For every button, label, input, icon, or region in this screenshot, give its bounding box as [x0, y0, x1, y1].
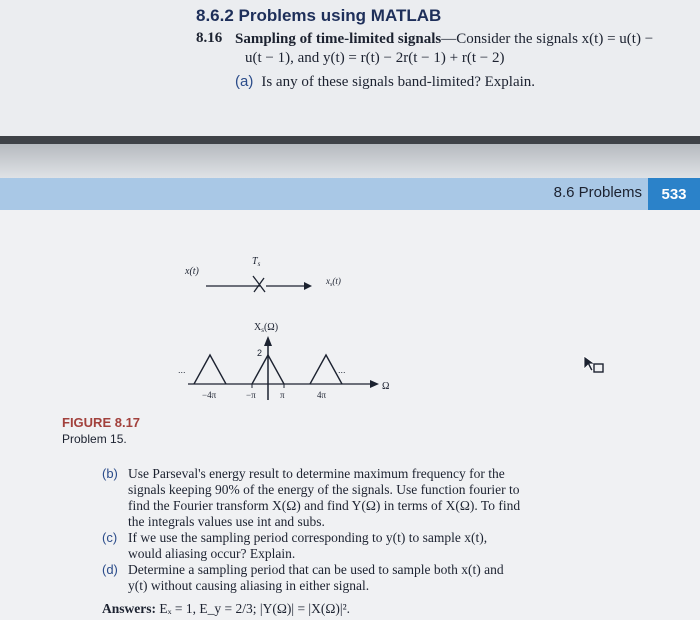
figure-caption-title: FIGURE 8.17 — [62, 415, 141, 430]
problem-title: Sampling of time-limited signals — [235, 31, 442, 47]
part-c-text: If we use the sampling period corresponding to y(t) to sample x(t), would aliasing occur? Explain. — [128, 530, 488, 561]
part-a-text: Is any of these signals band-limited? Explain. — [261, 74, 536, 90]
axis-label: Ω — [382, 381, 390, 392]
section-heading: 8.6.2 Problems using MATLAB — [196, 6, 442, 25]
problem-number: 8.16 — [196, 30, 223, 46]
part-c-label: (c) — [102, 530, 118, 545]
output-arrowhead — [304, 282, 312, 290]
tick-label-minus-4pi: −4π — [202, 390, 217, 400]
problem-line-1: —Consider the signals x(t) = u(t) − — [441, 31, 654, 47]
spectrum-label: $X_s(\Omega)$ — [254, 322, 279, 334]
page-gap-shadow — [0, 136, 700, 144]
tick-label-4pi: 4π — [317, 390, 327, 400]
figure-caption — [62, 415, 140, 446]
figure-caption-subtitle: Problem 15. — [62, 432, 127, 446]
ellipsis-right: ... — [338, 365, 346, 375]
input-label: x(t) — [185, 266, 199, 277]
part-a — [235, 73, 535, 91]
part-b — [102, 466, 522, 530]
cursor-pointer-icon — [582, 354, 606, 376]
page-gap — [0, 144, 700, 178]
part-c — [102, 530, 522, 562]
answers-label: Answers: — [102, 601, 156, 616]
tick-label-pi: π — [280, 390, 285, 400]
figure-8-17 — [170, 248, 400, 408]
part-b-text: Use Parseval's energy result to determine maximum frequency for the signals keeping 90% of the energy of the signals. Use function fourier to find the Fourier transform X(Ω) and find Y(Ω) in terms of X(Ω). To find the integrals values use int and subs. — [128, 466, 521, 529]
output-label: $x_s(t)$ — [326, 276, 341, 288]
running-head: 8.6 Problems — [553, 184, 642, 201]
answers-text: Eₓ = 1, E_y = 2/3; |Y(Ω)| = |X(Ω)|². — [159, 601, 351, 616]
running-header-band — [0, 178, 648, 210]
part-b-label: (b) — [102, 466, 118, 481]
problem-line-2: u(t − 1), and y(t) = r(t) − 2r(t − 1) + r(t − 2) — [245, 50, 505, 66]
upper-page — [0, 0, 700, 138]
sampler-label: $T_s$ — [252, 256, 261, 268]
triangle-left — [194, 355, 226, 384]
page-number-badge: 533 — [648, 178, 700, 210]
part-d-text: Determine a sampling period that can be used to sample both x(t) and y(t) without causing aliasing in either signal. — [128, 562, 504, 593]
vertical-axis-arrow — [264, 336, 272, 346]
part-d — [102, 562, 522, 594]
problem-parts — [102, 466, 522, 594]
part-d-label: (d) — [102, 562, 118, 577]
frequency-axis-arrow — [370, 380, 379, 388]
peak-value: 2 — [257, 348, 263, 358]
ellipsis-left: ... — [178, 365, 186, 375]
problem-statement — [235, 30, 665, 68]
tick-label-minus-pi: −π — [246, 390, 256, 400]
answers-line — [102, 601, 350, 617]
part-a-label: (a) — [235, 73, 254, 90]
